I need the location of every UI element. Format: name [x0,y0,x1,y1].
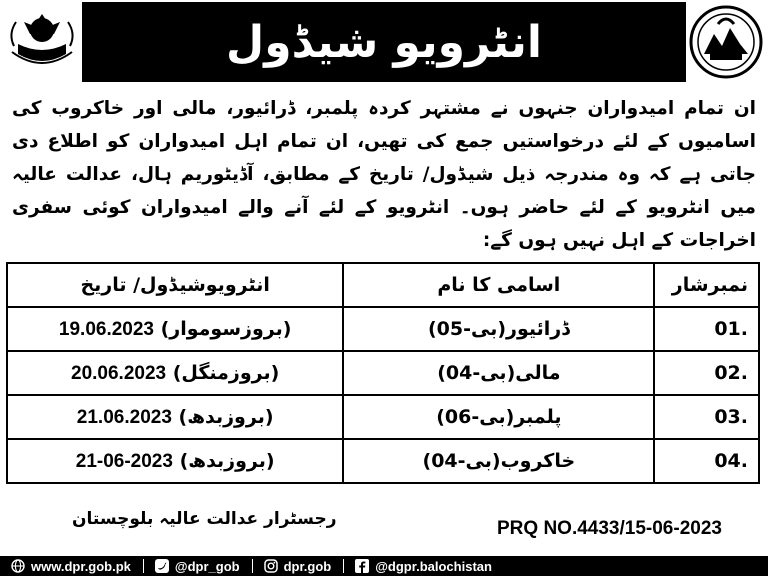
serial-number: 03. [714,406,748,428]
table-row [7,395,759,439]
instagram-link[interactable] [263,558,332,574]
table-row [7,307,759,351]
col-header-post: اسامی کا نام [343,263,654,307]
twitter-link[interactable] [154,558,240,574]
table-header-row [7,263,759,307]
instagram-handle: dpr.gob [283,558,332,574]
prq-number: PRQ NO.4433/15-06-2023 [497,518,722,539]
twitter-handle: @dpr_gob [174,558,240,574]
website-link[interactable] [10,558,131,574]
interview-date: 21-06-2023 [75,450,173,472]
interview-date: 20.06.2023 [71,362,167,384]
post-name: پلمبر(بی-06) [343,395,654,439]
globe-icon [10,558,26,574]
post-name: خاکروب(بی-04) [343,439,654,483]
interview-day: (بروزبدھ) [179,449,275,472]
serial-number: 02. [714,362,748,384]
facebook-icon [354,558,370,574]
serial-number: 01. [714,318,748,340]
table-row [7,439,759,483]
website-text: www.dpr.gob.pk [31,558,131,574]
title-bar [82,2,686,82]
interview-schedule-table [6,262,760,484]
page-title: انٹرویو شیڈول [226,16,542,68]
interview-date: 19.06.2023 [58,318,154,340]
social-footer-bar [0,556,768,576]
announcement-text: ان تمام امیدواران جنہوں نے مشتہر کردہ پلمبر، ڈرائیور، مالی اور خاکروب کی اسامیوں کے لئے درخواستیں جمع کی تھیں، ان تمام اہل امیدواران کو اطلاع دی جاتی ہے کہ وہ مندرجہ ذیل شیڈول/ تاریخ کے مطابق، آڈیٹوریم ہال، عدالت عالیہ میں انٹرویو کے لئے حاضر ہوں۔ انٹرویو کے لئے آنے والے امیدواران کوئی سفری اخراجات کے اہل نہیں ہوں گے: [12,98,756,251]
interview-date: 21.06.2023 [76,406,172,428]
facebook-handle: @dgpr.balochistan [375,558,492,574]
header [0,0,768,84]
post-name: مالی(بی-04) [343,351,654,395]
govt-emblem-logo [4,4,80,80]
interview-day: (بروزبدھ) [178,405,274,428]
col-header-serial: نمبرشار [654,263,759,307]
serial-number: 04. [714,450,748,472]
facebook-link[interactable] [354,558,492,574]
signature-line: رجسٹرار عدالت عالیہ بلوچستان [72,509,337,529]
col-header-schedule: انٹرویوشیڈول/ تاریخ [7,263,343,307]
interview-day: (بروزسوموار) [160,317,292,340]
interview-day: (بروزمنگل) [172,361,280,384]
table-row [7,351,759,395]
twitter-icon [154,558,170,574]
instagram-icon [263,558,279,574]
high-court-seal-logo [688,4,764,80]
post-name: ڈرائیور(بی-05) [343,307,654,351]
